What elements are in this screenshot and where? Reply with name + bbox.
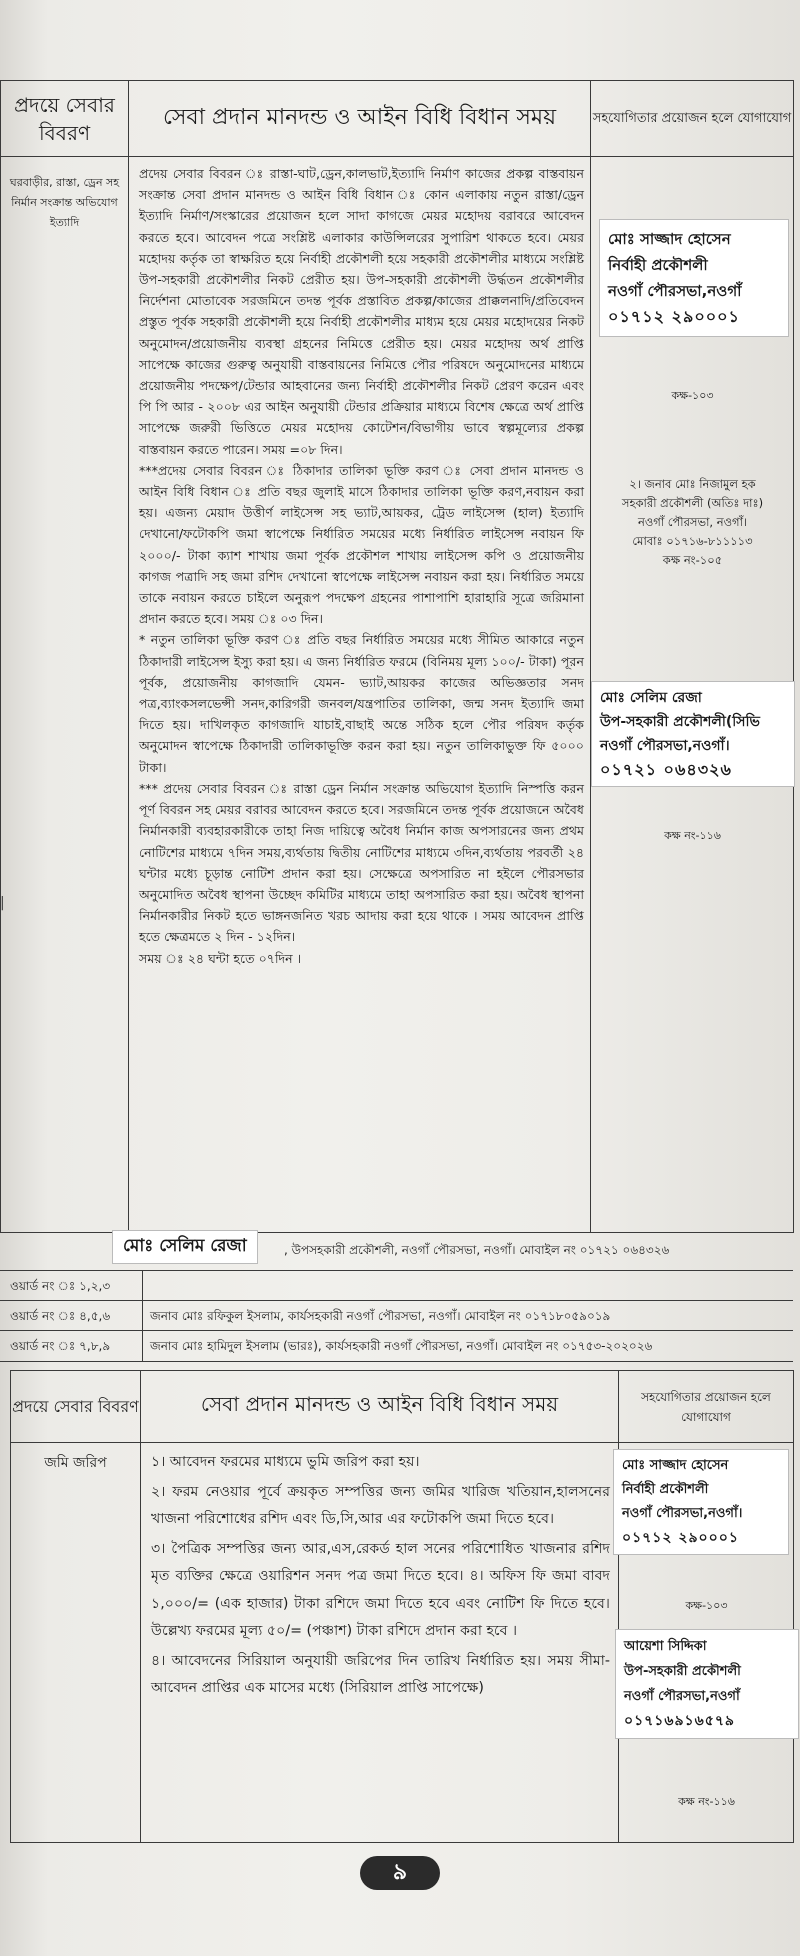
paragraph-step-3: ৩। পৈত্রিক সম্পত্তির জন্য আর,এস,রেকর্ড হাল সনের পরিশোধিত খাজনার রশিদ মৃত ব্যক্তির ক্ষেত্রে ওয়ারিশন সনদ পত্র জমা দিতে হবে। ৪। অফিস ফি জমা বাবদ ১,০০০/= (এক হাজার) টাকা রশিদে জমা দিতে হবে এবং নোটিশ ফি দিতে হবে। উল্লেখ্য ফরমের মূল্য ৫০/= (পঞ্চাশ) টাকা রশিদে প্রদান করা হবে । [151,1540,610,1639]
paragraph-illegal-construction: *** প্রদেয় সেবার বিবরন ঃ রাস্তা ড্রেন নির্মান সংক্রান্ত অভিযোগ ইত্যাদি নিস্পত্তি করন পূর্ণ বিবরন সহ মেয়র বরাবর আবেদন করতে হবে। সরজমিনে তদন্ত পূর্বক প্রয়োজনে অবৈধ নির্মানকারী ব্যবহারকারীকে তাহা নিজ দায়িত্বে অবৈধ নির্মান কাজ অপসারনের জন্য প্রথম নোটিশের মাধ্যমে ৭দিন সময়,ব্যর্থতায় দ্বিতীয় নোটিশের মাধ্যমে ৩দিন,ব্যর্থতায় পরবর্তী ২৪ ঘন্টার মধ্যে চূড়ান্ত নোটিশ প্রদান করা হয়। সেক্ষেত্রে অপসারিত না হইলে পৌরসভার অনুমোদিত অবৈধ স্থাপনা উচ্ছেদ কমিটির মাধ্যমে তাহা অপসারিত করা হয়। অবৈধ স্থাপনা নির্মানকারীর নিকট হতে ভাঙ্গনজনিত খরচ আদায় করা হয়ে থাকে । সময় আবেদন প্রাপ্তি হতে ক্ষেত্রমতে ২ দিন - ১২দিন। [139,780,584,945]
contact-line: নওগাঁ পৌরসভা, নওগাঁ। [637,515,748,529]
separator-details: , উপসহকারী প্রকৌশলী, নওগাঁ পৌরসভা, নওগাঁ। মোবাইল নং ০১৭২১ ০৬৪৩২৬ [284,1243,670,1257]
service-details-cell [141,1443,619,1843]
divider [142,1301,143,1331]
room-number: কক্ষ-১০৩ [671,389,714,402]
room-number: কক্ষ নং-১০৫ [662,553,723,567]
service-name-cell [11,1443,141,1843]
paragraph-step-2: ২। ফরম নেওয়ার পূর্বে ক্রয়কৃত সম্পত্তির জন্য জমির খারিজ খতিয়ান,হালসনের খাজনা পরিশোধের রশিদ এবং ডি,সি,আর এর ফটোকপি জমা দিতে হবে। [151,1483,610,1527]
ward-contact: জনাব মোঃ রফিকুল ইসলাম, কার্যসহকারী নওগাঁ পৌরসভা, নওগাঁ। মোবাইল নং ০১৭১৮০৫৯০১৯ [150,1309,611,1323]
page-number: ৯ [360,1856,440,1890]
ward-label: ওয়ার্ড নং ঃ ৪,৫,৬ [10,1309,111,1323]
header-standards-rules-time: সেবা প্রদান মানদন্ড ও আইন বিধি বিধান সময় [141,1371,619,1443]
contact-assistant-engineer [591,475,794,570]
contact-card-executive-engineer [613,1449,789,1555]
room-number: কক্ষ নং-১১৬ [664,829,721,842]
contact-title: নির্বাহী প্রকৌশলী [608,256,708,274]
contact-phone: ০১৭১২ ২৯০০০১ [622,1530,739,1546]
service-details-cell [129,157,591,1233]
contact-org: নওগাঁ পৌরসভা,নওগাঁ [624,1689,740,1704]
header-contact: সহযোগিতার প্রয়োজন হলে যোগাযোগ [591,81,794,157]
ward-row [0,1330,793,1362]
paragraph-road-drain-project: প্রদেয় সেবার বিবরন ঃ রাস্তা-ঘাট,ড্রেন,কালভাট,ইত্যাদি নির্মাণ কাজের প্রকল্প বাস্তবায়ন সংক্রান্ত সেবা প্রদান মানদন্ড ও আইন বিধি বিধান ঃ কোন এলাকায় নতুন রাস্তা/ড্রেন ইত্যাদি নির্মাণ/সংস্কারের প্রয়োজন হলে সাদা কাগজে মেয়র মহোদয় বরাবরে আবেদন করতে হবে। আবেদন পত্রে সংশ্লিষ্ট এলাকার কাউন্সিলরের সুপারিশ থাকতে হবে। মেয়র মহোদয় কর্তৃক তা স্বাক্ষরিত হয়ে নির্বাহী প্রকৌশলী হয়ে সহকারী প্রকৌশলীর মাধ্যমে সংশ্লিষ্ট উপ-সহকারী প্রকৌশলীর নিকট প্রেরীত হয়। উপ-সহকারী প্রকৌশলী উর্দ্ধতন প্রকৌশলীর নির্দেশনা মোতাবেক সরজমিনে তদন্ত পূর্বক প্রস্তাবিত প্রকল্প/কাজের প্রাক্কলনাদি/প্রতিবেদন প্রস্তুত পূর্বক সহকারী প্রকৌশলী হয়ে নির্বাহী প্রকৌশলীর মাধ্যম হয়ে মেয়র মহোদয়ের নিকট অনুমোদন/প্রয়োজনীয় ব্যবস্থা গ্রহনের নিমিত্তে প্রেরীত হয়। মেয়র মহোদয় অর্থ প্রাপ্তি সাপেক্ষে কাজের গুরুত্ব অনুযায়ী বাস্তবায়নের নিমিত্তে পৌর পরিষদে অনুমোদনের মাধ্যমে প্রয়োজনীয় পদক্ষেপ/টেন্ডার আহবানের জন্য নির্বাহী প্রকৌশলীর নিকট প্রেরণ করেন এবং পি পি আর - ২০০৮ এর আইন অনুযায়ী টেন্ডার প্রক্রিয়ার মাধ্যমে বিশেষ ক্ষেত্রে অর্থ প্রাপ্তি সাপেক্ষে জরুরী ভিত্তিতে মেয়র মহোদয় কোটেশন/বিভাগীয় ভাবে স্বল্পমূল্যের প্রকল্প বাস্তবায়ন করতে পারেন। সময় =০৮ দিন। [139,166,584,457]
room-number: কক্ষ নং-১১৬ [678,1795,735,1808]
header-service-description: প্রদয়ে সেবার বিবরণ [11,1371,141,1443]
contact-org: নওগাঁ পৌরসভা,নওগাঁ। [600,738,730,754]
ward-contact: জনাব মোঃ হামিদুল ইসলাম (ভারঃ), কার্যসহকারী নওগাঁ পৌরসভা, নওগাঁ। মোবাইল নং ০১৭৫৩-২০২০২৬ [150,1339,653,1353]
ward-row [0,1300,793,1331]
room-number: কক্ষ-১০৩ [685,1599,728,1612]
paragraph-step-4: ৪। আবেদনের সিরিয়াল অনুযায়ী জরিপের দিন তারিখ নির্ধারিত হয়। সময় সীমা-আবেদন প্রাপ্তির এক মাসের মধ্যে (সিরিয়াল প্রাপ্তি সাপেক্ষে) [151,1652,610,1696]
ward-label: ওয়ার্ড নং ঃ ৭,৮,৯ [10,1339,111,1353]
paragraph-time-limit: সময় ঃ ২৪ ঘন্টা হতে ০৭দিন । [139,950,302,966]
contact-phone: ০১৭১২ ২৯০০০১ [608,307,740,326]
contact-line: মোবাঃ ০১৭১৬-৮১১১১৩ [632,534,753,548]
paragraph-contractor-renewal: ***প্রদেয় সেবার বিবরন ঃ ঠিকাদার তালিকা ভূক্তি করণ ঃ সেবা প্রদান মানদন্ড ও আইন বিধি বিধান ঃ প্রতি বছর জুলাই মাসে ঠিকাদার তালিকা ভূক্তি করণ,নবায়ন করা হয়। এজন্য মেয়াদ উত্তীর্ণ লাইসেন্স সহ ভ্যাট,আয়কর, ট্রেড লাইসেন্স (হাল) ইত্যাদি দেখানো/ফটোকপি জমা স্বাপেক্ষে নির্ধারিত সময়ের মধ্যে নির্ধারিত লাইসেন্স নবায়ন ফি ২০০০/- টাকা ক্যাশ শাখায় জমা পূর্বক প্রকৌশল শাখায় লাইসেন্স কপি ও প্রয়োজনীয় কাগজ পত্রাদি সহ জমা রশিদ দেখানো স্বাপেক্ষে লাইসেন্স নবায়ন করা হয়। নির্ধারিত সময়ে তাকে নবায়ন করতে চাইলে অনুরূপ পদক্ষেপ গ্রহনের পাশাপাশি হারাহারি সূত্রে জরিমানা প্রদান করতে হবে। সময় ঃ ০৩ দিন। [139,462,584,627]
separator-name: মোঃ সেলিম রেজা [112,1230,258,1264]
paragraph-step-1: ১। আবেদন ফরমের মাধ্যমে ভুমি জরিপ করা হয়। [151,1454,420,1470]
divider [142,1271,143,1301]
contact-name: মোঃ সেলিম রেজা [600,690,702,706]
contact-line: ২। জনাব মোঃ নিজামুল হক [629,477,756,491]
contact-card-sub-assistant-engineer [615,1629,799,1739]
ward-label: ওয়ার্ড নং ঃ ১,২,৩ [10,1279,111,1293]
service-name: জমি জরিপ [44,1455,107,1471]
contact-card-executive-engineer [599,219,789,337]
ward-rows [0,1270,793,1374]
ward-row [0,1270,793,1301]
divider [142,1331,143,1361]
contact-org: নওগাঁ পৌরসভা,নওগাঁ। [622,1506,743,1521]
service-table-construction [0,80,794,1233]
margin-mark: | [0,895,5,911]
paragraph-new-contractor: * নতুন তালিকা ভূক্তি করণ ঃ প্রতি বছর নির্ধারিত সময়ের মধ্যে সীমিত আকারে নতুন ঠিকাদারী লাইসেন্স ইস্যু করা হয়। এ জন্য নির্ধারিত ফরমে (বিনিময় মূল্য ১০০/- টাকা) পূরন পূর্বক, প্রয়োজনীয় কাগজাদি যেমন- ভ্যাট,আয়কর কাজের অভিজ্ঞতার সনদ পত্র,ব্যাংকসলভেন্সী সনদ,কারিগরী জনবল/যন্ত্রপাতির তালিকা, জন্ম সনদ ইত্যাদি জমা দিতে হয়। দাখিলকৃত কাগজাদি যাচাই,বাছাই অন্তে সঠিক হলে পৌর পরিষদ কর্তৃক অনুমোদন স্বাপেক্ষে ঠিকাদারী তালিকাভূক্তি করন করা হয়। নতুন তালিকাভুক্ত ফি ৫০০০ টাকা। [139,632,584,775]
contact-cell [591,157,794,1233]
ward-contact-header [0,1234,793,1270]
service-name: ঘরবাড়ীর, রাস্তা, ড্রেন সহ নির্মান সংক্রান্ত অভিযোগ ইত্যাদি [9,176,120,229]
header-service-description: প্রদয়ে সেবার বিবরণ [1,81,129,157]
contact-org: নওগাঁ পৌরসভা,নওগাঁ [608,282,742,300]
service-name-cell [1,157,129,1233]
contact-title: উপ-সহকারী প্রকৌশলী(সিভি [600,714,760,730]
contact-cell [619,1443,794,1843]
contact-phone: ০১৭২১ ০৬৪৩২৬ [600,760,732,779]
contact-name: মোঃ সাজ্জাদ হোসেন [608,230,731,248]
service-table-land-survey [10,1370,794,1843]
contact-title: উপ-সহকারী প্রকৌশলী [624,1664,741,1679]
contact-name: মোঃ সাজ্জাদ হোসেন [622,1458,729,1473]
contact-line: সহকারী প্রকৌশলী (অতিঃ দাঃ) [621,496,764,510]
contact-name: আয়েশা সিদ্দিকা [624,1639,707,1654]
contact-phone: ০১৭১৬৯১৬৫৭৯ [624,1713,736,1729]
header-standards-rules-time: সেবা প্রদান মানদন্ড ও আইন বিধি বিধান সময় [129,81,591,157]
contact-title: নির্বাহী প্রকৌশলী [622,1482,709,1497]
contact-card-sub-assistant-engineer [591,681,795,787]
header-contact: সহযোগিতার প্রয়োজন হলে যোগাযোগ [619,1371,794,1443]
